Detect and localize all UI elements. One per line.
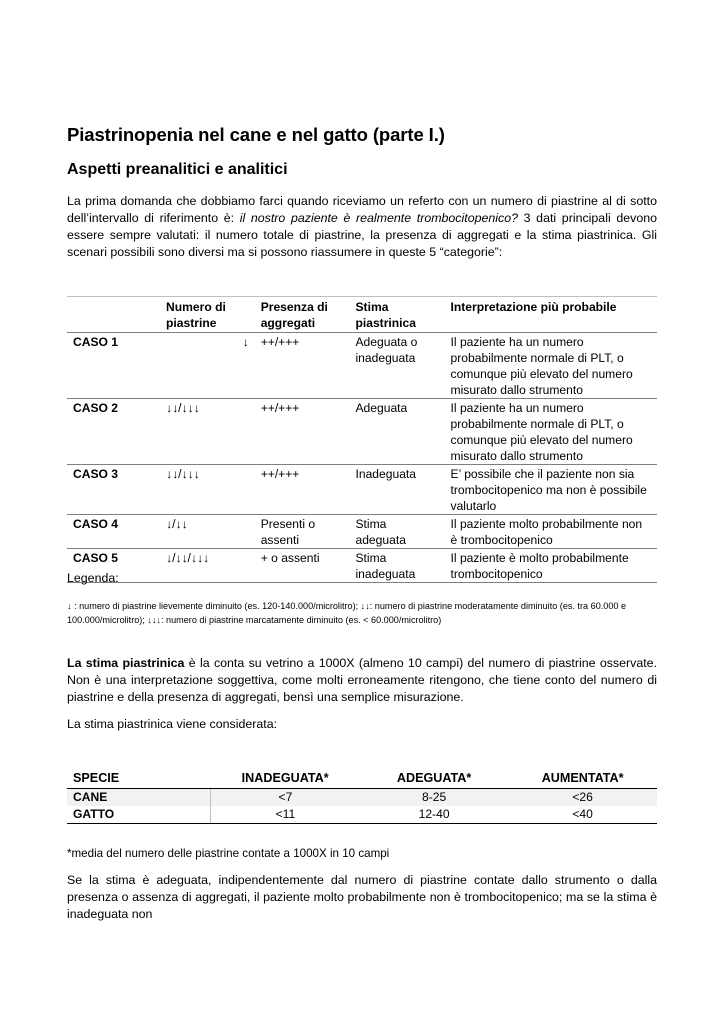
case-aggregati: ++/+++	[260, 467, 300, 481]
case-label: CASO 4	[73, 517, 119, 531]
header-inadeguata: INADEGUATA*	[210, 769, 360, 789]
species-header-row	[67, 769, 657, 789]
case-label: CASO 2	[73, 401, 119, 415]
case-stima: Stima inadeguata	[355, 551, 416, 581]
header-aggregati: Presenza di aggregati	[260, 300, 328, 330]
table-row	[67, 399, 657, 465]
case-interpretazione: Il paziente molto probabilmente non è trombocitopenico	[450, 517, 643, 547]
case-stima: Adeguata	[355, 401, 408, 415]
case-label: CASO 3	[73, 467, 119, 481]
value-aumentata: <40	[508, 806, 657, 824]
stima-definition: è la conta su vetrino a 1000X (almeno 10 campi) del numero di piastrine osservate. Non è una interpretazione soggettiva, come molti erroneamente ritengono, che tiene conto del numero di piastrine e della presenza di aggregati, bensì una semplice misurazione.	[67, 656, 657, 704]
case-numero: ↓/↓↓	[166, 517, 188, 531]
stima-paragraph	[67, 655, 657, 706]
case-stima: Adeguata o inadeguata	[355, 335, 418, 365]
considerata-line: La stima piastrinica viene considerata:	[67, 717, 278, 731]
case-interpretazione: Il paziente ha un numero probabilmente normale di PLT, o comunque più elevato del numero misurato dallo strumento	[450, 335, 633, 397]
case-aggregati: Presenti o assenti	[260, 517, 316, 547]
case-numero: ↓↓/↓↓↓	[166, 467, 200, 481]
case-stima: Stima adeguata	[355, 517, 406, 547]
table-row	[67, 333, 657, 399]
value-inadeguata: <11	[210, 806, 360, 824]
case-interpretazione: Il paziente è molto probabilmente trombocitopenico	[450, 551, 629, 581]
case-aggregati: ++/+++	[260, 401, 300, 415]
case-interpretazione: Il paziente ha un numero probabilmente normale di PLT, o comunque più elevato del numero misurato dallo strumento	[450, 401, 633, 463]
intro-text-b: 3 dati principali devono essere sempre valutati: il numero totale di piastrine, la presenza di aggregati e la stima piastrinica. Gli scenari possibili sono diversi ma si possono riassumere in queste 5 “categorie”:	[67, 211, 658, 259]
intro-question: il nostro paziente è realmente trombocitopenico?	[239, 211, 518, 225]
value-aumentata: <26	[508, 789, 657, 807]
species-name: GATTO	[67, 806, 210, 824]
cases-table	[67, 296, 657, 583]
species-footnote: *media del numero delle piastrine contate a 1000X in 10 campi	[67, 847, 390, 860]
header-interpretazione: Interpretazione più probabile	[450, 300, 617, 314]
table-row	[67, 789, 657, 807]
stima-term: La stima piastrinica	[67, 656, 185, 670]
header-specie: SPECIE	[67, 769, 210, 789]
header-adeguata: ADEGUATA*	[360, 769, 508, 789]
case-label: CASO 5	[73, 551, 119, 565]
case-aggregati: + o assenti	[260, 551, 320, 565]
case-aggregati: ++/+++	[260, 335, 300, 349]
case-label: CASO 1	[73, 335, 119, 349]
intro-paragraph	[67, 193, 657, 261]
page-title: Piastrinopenia nel cane e nel gatto (parte I.)	[67, 124, 445, 145]
legend-label: Legenda:	[67, 571, 119, 585]
header-numero: Numero di piastrine	[166, 300, 226, 330]
header-stima: Stima piastrinica	[355, 300, 416, 330]
table-row	[67, 465, 657, 515]
header-aumentata: AUMENTATA*	[508, 769, 657, 789]
legend-note: ↓ : numero di piastrine lievemente diminuito (es. 120-140.000/microlitro); ↓↓: numero di piastrine moderatamente diminuito (es. tra 60.000 e 100.000/microlitro); ↓↓↓: numero di piastrine marcatamente diminuito (es. < 60.000/microlitro)	[67, 601, 627, 625]
intro-text-a: La prima domanda che dobbiamo farci quando riceviamo un referto con un numero di piastrine al di sotto dell’intervallo di riferimento è:	[67, 194, 657, 225]
case-numero: ↓↓/↓↓↓	[166, 401, 200, 415]
cases-header-row	[67, 297, 657, 333]
case-interpretazione: E’ possibile che il paziente non sia trombocitopenico ma non è possibile valutarlo	[450, 467, 647, 513]
species-table	[67, 769, 657, 824]
case-numero: ↓/↓↓/↓↓↓	[166, 551, 210, 565]
closing-paragraph: Se la stima è adeguata, indipendentemente dal numero di piastrine contate dallo strumento o dalla presenza o assenza di aggregati, il paziente molto probabilmente non è trombocitopenico; ma se la stima è inadeguata non	[67, 873, 657, 921]
table-row	[67, 515, 657, 549]
section-heading: Aspetti preanalitici e analitici	[67, 161, 288, 178]
case-stima: Inadeguata	[355, 467, 417, 481]
case-numero: ↓	[242, 335, 249, 349]
value-inadeguata: <7	[210, 789, 360, 807]
table-row	[67, 549, 657, 583]
header-empty	[67, 297, 160, 333]
table-row	[67, 806, 657, 824]
value-adeguata: 8-25	[360, 789, 508, 807]
species-name: CANE	[67, 789, 210, 807]
value-adeguata: 12-40	[360, 806, 508, 824]
